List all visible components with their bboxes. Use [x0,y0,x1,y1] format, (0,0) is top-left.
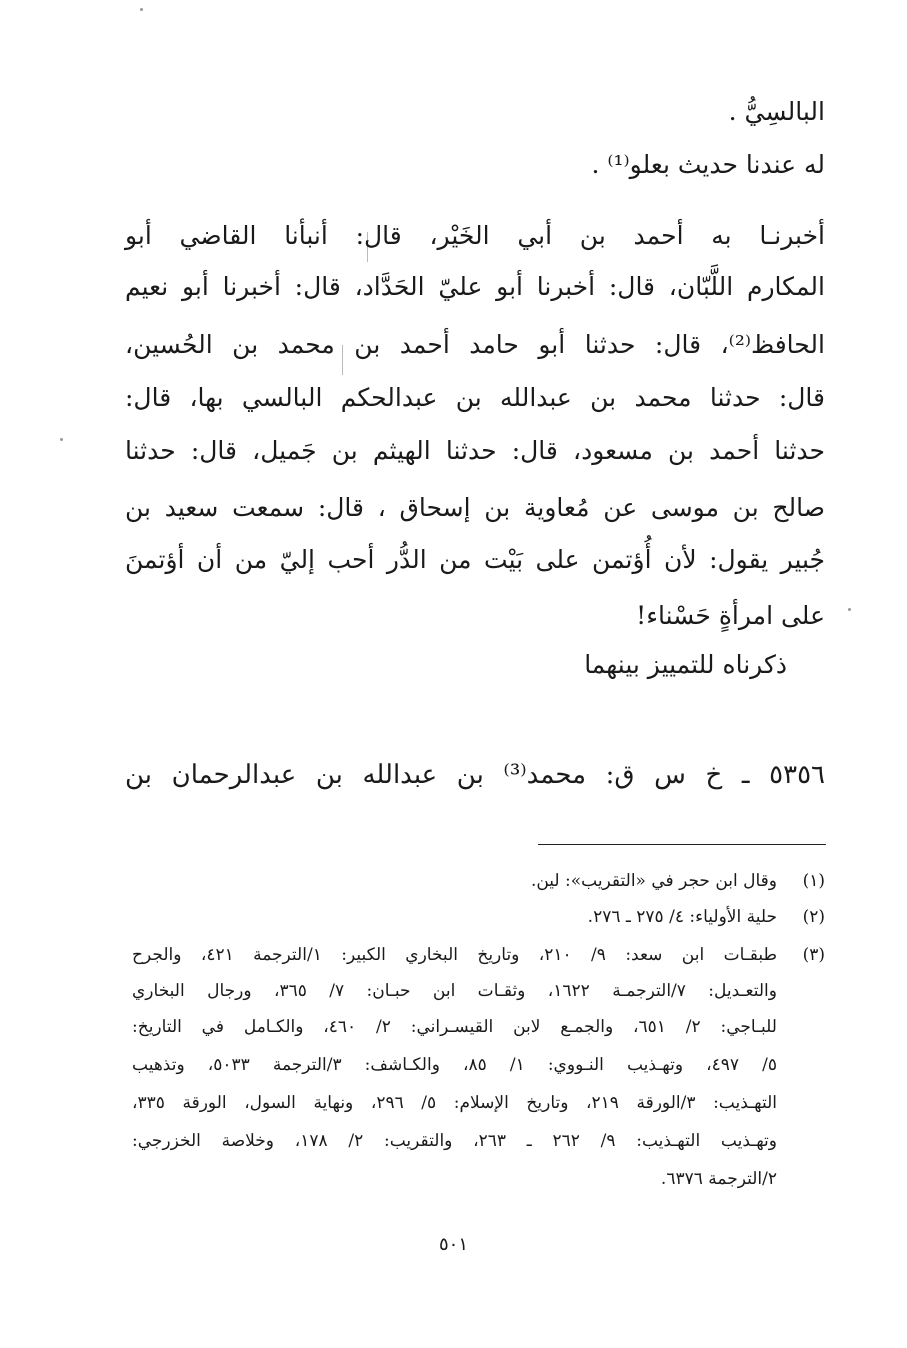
body-line-2: له عندنا حديث بعلو⁽¹⁾ . [591,150,825,179]
footnote-divider [538,844,826,845]
body-line-9: جُبير يقول: لأن أُؤتمن على بَيْت من الدُّر أحب إليّ من أن أؤتمنَ [125,545,825,574]
footnote-3-text-2: والتعـديل: ٧/الترجمـة ١٦٢٢، وثقـات ابن حبـان: ٧/ ٣٦٥، ورجال البخاري [132,981,777,1001]
footnote-3-text-6: وتهـذيب التهـذيب: ٩/ ٢٦٢ ـ ٢٦٣، والتقريب: ٢/ ١٧٨، وخلاصة الخزرجي: [132,1131,778,1151]
footnote-1-number: (١) [802,871,825,891]
footnote-2-text: حلية الأولياء: ٤/ ٢٧٥ ـ ٢٧٦. [587,907,777,927]
footnote-3-text-7: ٢/الترجمة ٦٣٧٦. [660,1169,777,1189]
scan-speck [140,8,143,11]
footnote-3-line-2 [0,976,907,1006]
footnote-3-text-5: التهـذيب: ٣/الورقة ٢١٩، وتاريخ الإسلام: ٥/ ٢٩٦، ونهاية السول، الورقة ٣٣٥، [132,1093,777,1113]
footnote-3-number: (٣) [802,945,825,965]
body-line-6: قال: حدثنا محمد بن عبدالله بن عبدالحكم البالسي بها، قال: [125,383,825,412]
entry-heading: ٥٣٥٦ ـ خ س ق: محمد⁽³⁾ بن عبدالله بن عبدالرحمان بن [125,760,825,790]
footnote-3-line-3 [0,1012,907,1042]
page-number: ٥٠١ [438,1234,468,1255]
footnote-3-line-7 [0,1164,907,1194]
scan-speck [60,438,63,441]
scan-speck [848,608,851,611]
footnote-3-line-1 [0,940,907,970]
body-line-4: المكارم اللَّبّان، قال: أخبرنا أبو عليّ الحَدَّاد، قال: أخبرنا أبو نعيم [125,272,825,301]
footnote-1 [0,866,907,896]
footnote-3-line-5 [0,1088,907,1118]
body-line-3: أخبرنـا به أحمد بن أبي الخَيْر، قال: أنبأنا القاضي أبو [125,221,825,250]
footnote-1-text: وقال ابن حجر في «التقريب»: لين. [530,871,777,891]
footnote-3-text-3: للبـاجي: ٢/ ٦٥١، والجمـع لابن القيسـراني: ٢/ ٤٦٠، والكـامل في التاريخ: [132,1017,777,1037]
body-line-7: حدثنا أحمد بن مسعود، قال: حدثنا الهيثم بن جَميل، قال: حدثنا [125,436,825,465]
footnote-3-text-1: طبقـات ابن سعد: ٩/ ٢١٠، وتاريخ البخاري الكبير: ١/الترجمة ٤٢١، والجرح [132,945,777,965]
footnote-2-number: (٢) [802,907,825,927]
body-line-8: صالح بن موسى عن مُعاوية بن إسحاق ، قال: سمعت سعيد بن [125,493,825,522]
body-line-10: على امرأةٍ حَسْناء! [636,601,825,630]
body-line-11: ذكرناه للتمييز بينهما [584,650,787,679]
footnote-3-line-4 [0,1050,907,1080]
footnote-2 [0,902,907,932]
body-line-5: الحافظ⁽²⁾، قال: حدثنا أبو حامد أحمد بن محمد بن الحُسين، [125,330,825,359]
body-line-1: البالسِيُّ . [728,97,825,126]
footnote-3-line-6 [0,1126,907,1156]
footnote-3-text-4: ٥/ ٤٩٧، وتهـذيب النـووي: ١/ ٨٥، والكـاشف: ٣/الترجمة ٥٠٣٣، وتذهيب [132,1055,778,1075]
